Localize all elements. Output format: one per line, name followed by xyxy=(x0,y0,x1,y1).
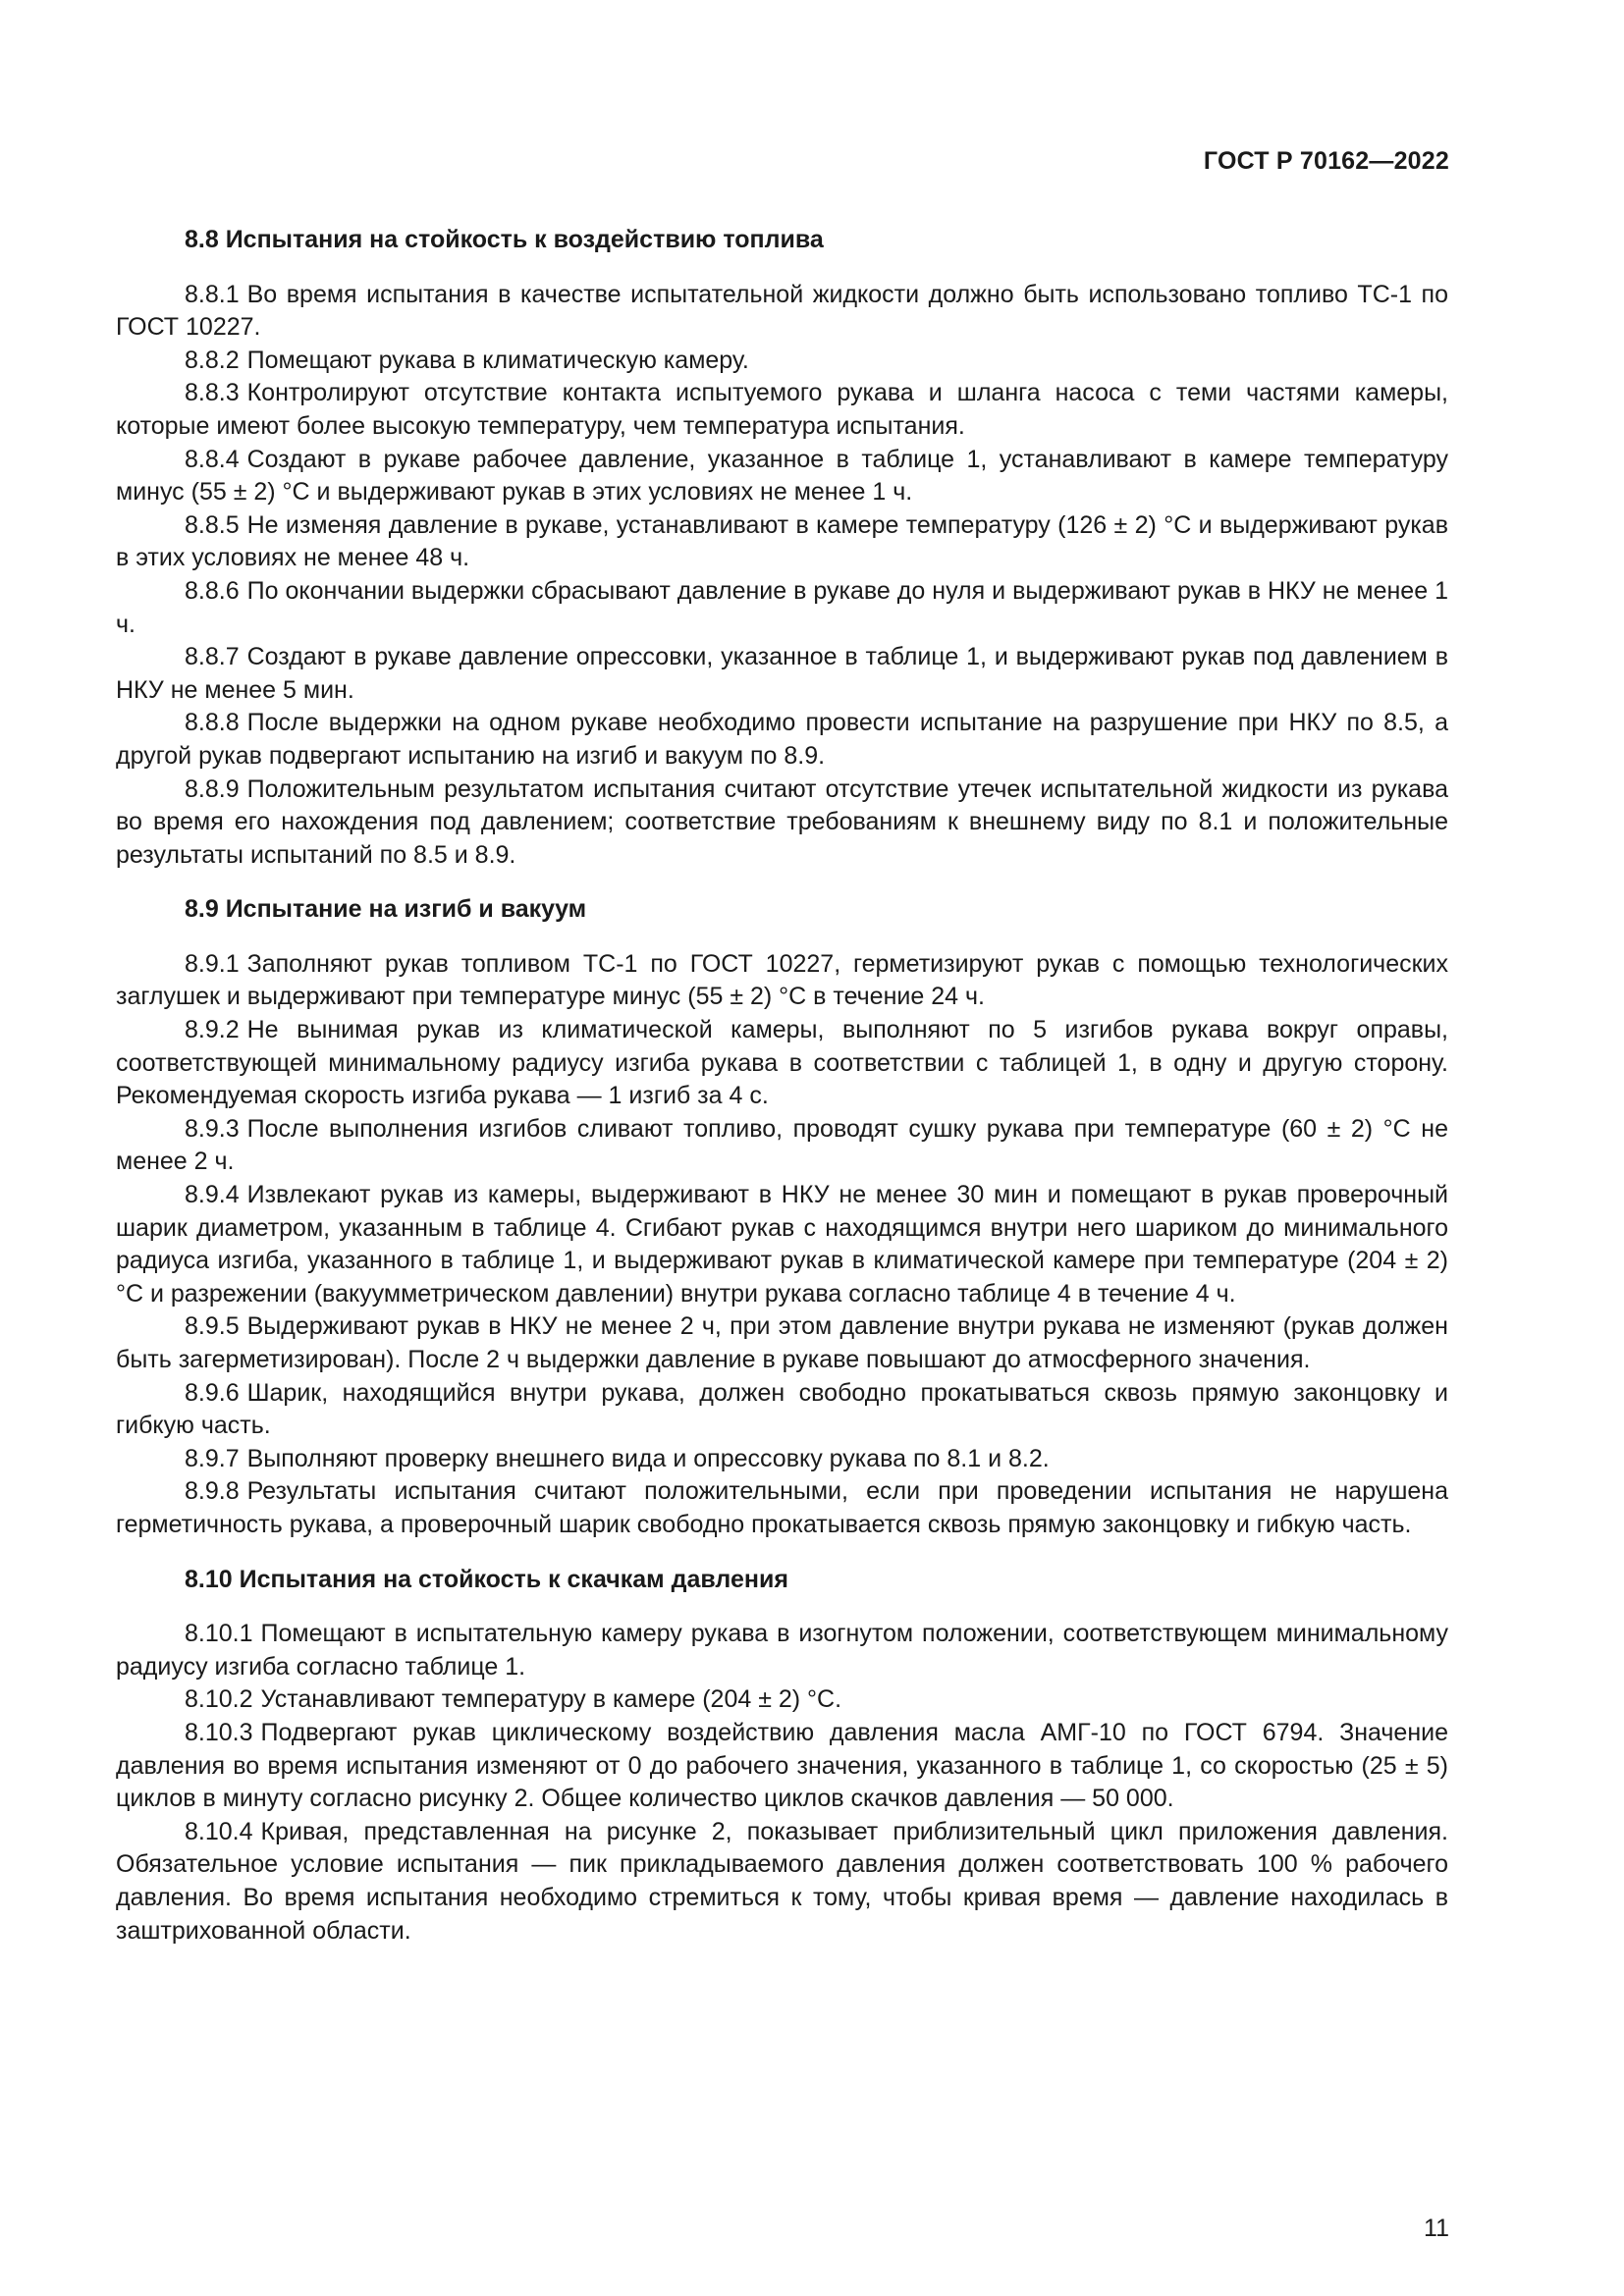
paragraph-text: Подвергают рукав циклическому воздействию давления масла АМГ-10 по ГОСТ 6794. Значение давления во время испытания изменяют от 0 до рабочего значения, указанного в таблице 1, со скоростью (25 ± 5) циклов в минуту согласно рисунку 2. Общее количество циклов скачков давления — 50 000. xyxy=(116,1718,1448,1813)
paragraph xyxy=(116,641,1448,707)
paragraph-number: 8.9.6 xyxy=(185,1378,240,1407)
paragraph-number: 8.8.2 xyxy=(185,346,240,374)
paragraph-text: После выдержки на одном рукаве необходимо провести испытание на разрушение при НКУ по 8.5, а другой рукав подвергают испытанию на изгиб и вакуум по 8.9. xyxy=(116,709,1448,770)
paragraph-number: 8.9.7 xyxy=(185,1444,240,1472)
paragraph xyxy=(116,345,1448,378)
paragraph xyxy=(116,1618,1448,1683)
paragraph xyxy=(116,444,1448,509)
paragraph-text: Выдерживают рукав в НКУ не менее 2 ч, при этом давление внутри рукава не изменяют (рукав должен быть загерметизирован). После 2 ч выдержки давление в рукаве повышают до атмосферного значения. xyxy=(116,1312,1448,1373)
paragraph xyxy=(116,1377,1448,1443)
paragraph-number: 8.10.2 xyxy=(185,1685,253,1714)
paragraph xyxy=(116,1310,1448,1376)
paragraph xyxy=(116,1816,1448,1948)
paragraph-text: Выполняют проверку внешнего вида и опрессовку рукава по 8.1 и 8.2. xyxy=(246,1444,1050,1472)
paragraph-number: 8.9.2 xyxy=(185,1016,240,1044)
paragraph xyxy=(116,377,1448,443)
paragraph-number: 8.9.8 xyxy=(185,1477,240,1506)
paragraph-text: Создают в рукаве давление опрессовки, указанное в таблице 1, и выдерживают рукав под давлением в НКУ не менее 5 мин. xyxy=(116,643,1448,704)
paragraph-number: 8.10.4 xyxy=(185,1817,253,1845)
paragraph-text: Кривая, представленная на рисунке 2, показывает приблизительный цикл приложения давления. Обязательное условие испытания — пик прикладываемого давления должен соответствовать 100 % рабочего давления. Во время испытания необходимо стремиться к тому, чтобы кривая время — давление находилась в заштрихованной области. xyxy=(116,1817,1448,1945)
paragraph-number: 8.8.5 xyxy=(185,510,240,539)
paragraph-number: 8.9.3 xyxy=(185,1114,240,1143)
paragraph xyxy=(116,1113,1448,1179)
paragraph-text: Контролируют отсутствие контакта испытуемого рукава и шланга насоса с теми частями камеры, которые имеют более высокую температуру, чем температура испытания. xyxy=(116,379,1448,440)
paragraph xyxy=(116,1443,1448,1476)
paragraph-number: 8.9.4 xyxy=(185,1181,240,1209)
paragraph-number: 8.10.1 xyxy=(185,1620,253,1648)
paragraph-text: Создают в рукаве рабочее давление, указанное в таблице 1, устанавливают в камере температуру минус (55 ± 2) °С и выдерживают рукав в этих условиях не менее 1 ч. xyxy=(116,445,1448,507)
paragraph xyxy=(116,1179,1448,1310)
paragraph-number: 8.9.5 xyxy=(185,1312,240,1341)
paragraph xyxy=(116,279,1448,345)
paragraph xyxy=(116,509,1448,575)
paragraph xyxy=(116,1014,1448,1113)
paragraph xyxy=(116,774,1448,873)
paragraph-text: Извлекают рукав из камеры, выдерживают в НКУ не менее 30 мин и помещают в рукав проверочный шарик диаметром, указанным в таблице 4. Сгибают рукав с находящимся внутри него шариком до минимального радиуса изгиба, указанного в таблице 1, и выдерживают рукав в климатической камере при температуре (204 ± 2) °С и разрежении (вакуумметрическом давлении) внутри рукава согласно таблице 4 в течение 4 ч. xyxy=(116,1181,1448,1308)
paragraph-number: 8.9.1 xyxy=(185,949,240,978)
paragraph-number: 8.8.9 xyxy=(185,774,240,803)
paragraph xyxy=(116,1717,1448,1816)
paragraph-text: Заполняют рукав топливом ТС-1 по ГОСТ 10227, герметизируют рукав с помощью технологических заглушек и выдерживают при температуре минус (55 ± 2) °С в течение 24 ч. xyxy=(116,949,1448,1011)
paragraph-text: Устанавливают температуру в камере (204 ± 2) °С. xyxy=(260,1685,842,1714)
paragraph-text: Шарик, находящийся внутри рукава, должен свободно прокатываться сквозь прямую законцовку и гибкую часть. xyxy=(116,1378,1448,1440)
paragraph xyxy=(116,1475,1448,1541)
section-heading: 8.8 Испытания на стойкость к воздействию топлива xyxy=(185,226,824,253)
paragraph-text: Не вынимая рукав из климатической камеры, выполняют по 5 изгибов рукава вокруг оправы, соответствующей минимальному радиусу изгиба рукава в соответствии с таблицей 1, в одну и другую сторону. Рекомендуемая скорость изгиба рукава — 1 изгиб за 4 с. xyxy=(116,1016,1448,1110)
paragraph-text: Результаты испытания считают положительными, если при проведении испытания не нарушена герметичность рукава, а проверочный шарик свободно прокатывается сквозь прямую законцовку и гибкую часть. xyxy=(116,1477,1448,1538)
document-header: ГОСТ Р 70162—2022 xyxy=(1203,147,1449,175)
paragraph-number: 8.8.7 xyxy=(185,643,240,671)
paragraph-number: 8.10.3 xyxy=(185,1718,253,1746)
paragraph-number: 8.8.6 xyxy=(185,576,240,605)
paragraph-text: Помещают в испытательную камеру рукава в изогнутом положении, соответствующем минимальному радиусу изгиба согласно таблице 1. xyxy=(116,1620,1448,1681)
paragraph-number: 8.8.1 xyxy=(185,280,240,308)
paragraph xyxy=(116,575,1448,641)
page-number: 11 xyxy=(1424,2215,1449,2242)
paragraph-number: 8.8.8 xyxy=(185,709,240,737)
paragraph xyxy=(116,1683,1448,1717)
paragraph xyxy=(116,948,1448,1014)
section-heading: 8.10 Испытания на стойкость к скачкам давления xyxy=(185,1565,788,1593)
document-body xyxy=(116,218,1448,1948)
paragraph xyxy=(116,707,1448,773)
paragraph-text: Помещают рукава в климатическую камеру. xyxy=(246,346,749,374)
paragraph-text: По окончании выдержки сбрасывают давление в рукаве до нуля и выдерживают рукав в НКУ не менее 1 ч. xyxy=(116,576,1448,638)
section-heading: 8.9 Испытание на изгиб и вакуум xyxy=(185,895,587,924)
paragraph-text: Во время испытания в качестве испытательной жидкости должно быть использовано топливо ТС-1 по ГОСТ 10227. xyxy=(116,280,1448,342)
paragraph-number: 8.8.3 xyxy=(185,379,240,407)
paragraph-text: После выполнения изгибов сливают топливо, проводят сушку рукава при температуре (60 ± 2) °С не менее 2 ч. xyxy=(116,1114,1448,1176)
paragraph-text: Не изменяя давление в рукаве, устанавливают в камере температуру (126 ± 2) °С и выдерживают рукав в этих условиях не менее 48 ч. xyxy=(116,510,1448,572)
paragraph-text: Положительным результатом испытания считают отсутствие утечек испытательной жидкости из рукава во время его нахождения под давлением; соответствие требованиям к внешнему виду по 8.1 и положительные результаты испытаний по 8.5 и 8.9. xyxy=(116,774,1448,869)
paragraph-number: 8.8.4 xyxy=(185,445,240,473)
